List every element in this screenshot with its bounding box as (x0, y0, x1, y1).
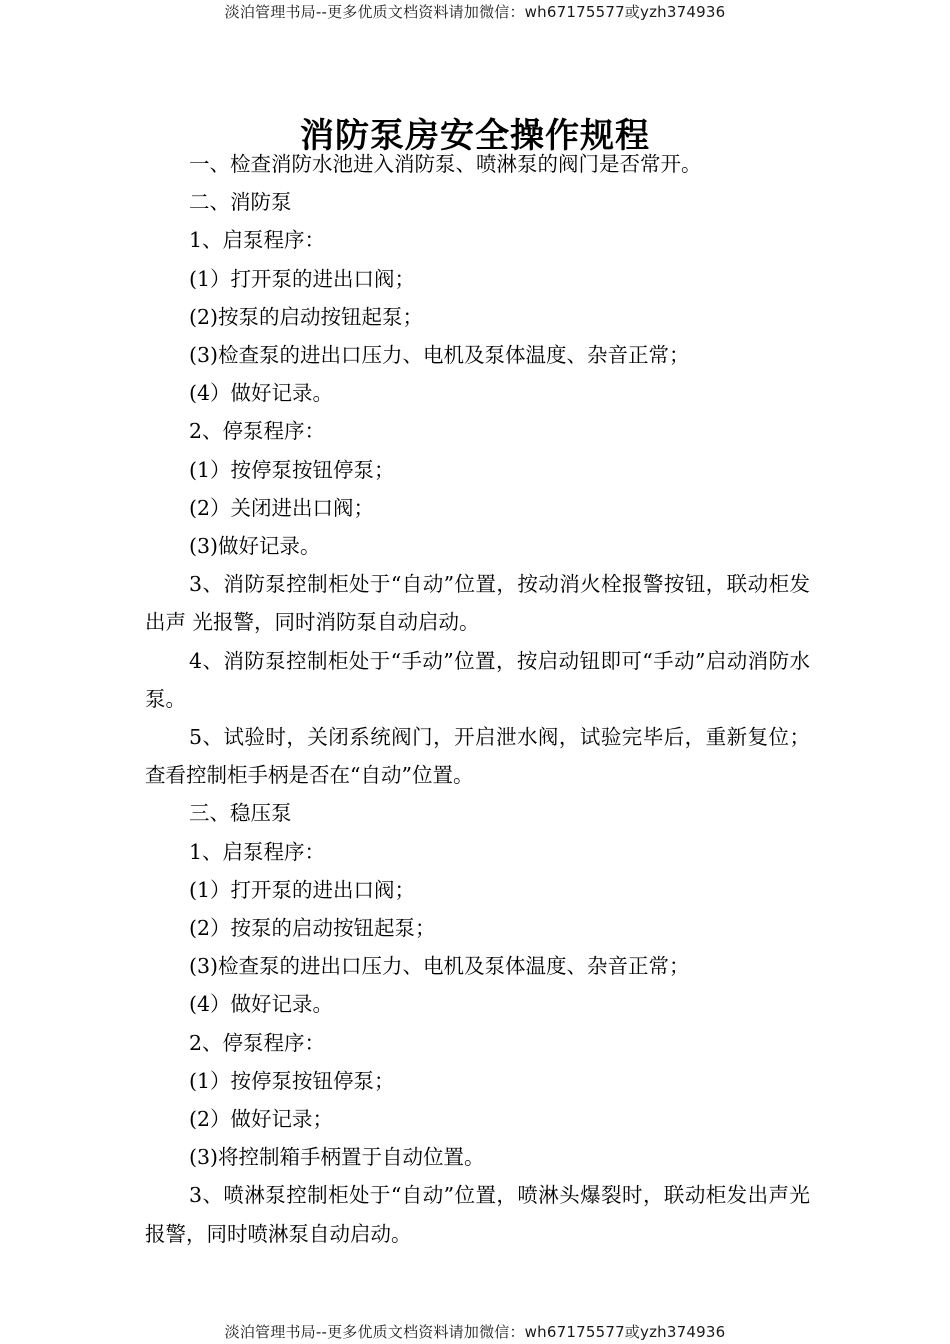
list-item: (1）打开泵的进出口阀； (189, 266, 416, 291)
paragraph: 4、消防泵控制柜处于“手动”位置，按启动钮即可“手动”启动消防水泵。 (145, 648, 810, 711)
paragraph: 5、试验时，关闭系统阀门，开启泄水阀，试验完毕后，重新复位；查看控制柜手柄是否在“自动”位置。 (145, 725, 810, 788)
list-item: (2）做好记录； (189, 1107, 334, 1132)
paragraph: 3、消防泵控制柜处于“自动”位置，按动消火栓报警按钮，联动柜发出声 光报警，同时消防泵自动启动。 (145, 572, 810, 635)
list-item: (3)做好记录。 (189, 534, 321, 559)
page-footer: 淡泊管理书局--更多优质文档资料请加微信：wh67175577或yzh374936 (224, 1323, 726, 1341)
list-item: (2）关闭进出口阀； (189, 495, 375, 520)
list-item: (4）做好记录。 (189, 381, 334, 406)
paragraph: 2、停泵程序： (189, 419, 326, 444)
paragraph: 一、检查消防水池进入消防泵、喷淋泵的阀门是否常开。 (189, 152, 702, 176)
list-item: (3)检查泵的进出口压力、电机及泵体温度、杂音正常； (189, 343, 690, 368)
paragraph: 2、停泵程序： (189, 1030, 326, 1055)
list-item: (1）按停泵按钮停泵； (189, 1068, 395, 1093)
paragraph: 3、喷淋泵控制柜处于“自动”位置，喷淋头爆裂时，联动柜发出声光报警，同时喷淋泵自动启动。 (145, 1183, 810, 1246)
list-item: (3)检查泵的进出口压力、电机及泵体温度、杂音正常； (189, 954, 690, 979)
paragraph: 1、启泵程序： (189, 228, 326, 253)
section-heading: 三、稳压泵 (189, 801, 292, 826)
section-heading: 二、消防泵 (189, 190, 292, 215)
document-body (145, 145, 810, 1253)
page-header: 淡泊管理书局--更多优质文档资料请加微信：wh67175577或yzh374936 (224, 3, 726, 21)
list-item: (3)将控制箱手柄置于自动位置。 (189, 1145, 485, 1170)
paragraph: 1、启泵程序： (189, 839, 326, 864)
list-item: (2)按泵的启动按钮起泵； (189, 304, 424, 329)
list-item: (1）打开泵的进出口阀； (189, 877, 416, 902)
list-item: (2）按泵的启动按钮起泵； (189, 916, 436, 941)
document-title: 消防泵房安全操作规程 (300, 115, 650, 156)
list-item: (4）做好记录。 (189, 992, 334, 1017)
list-item: (1）按停泵按钮停泵； (189, 457, 395, 482)
